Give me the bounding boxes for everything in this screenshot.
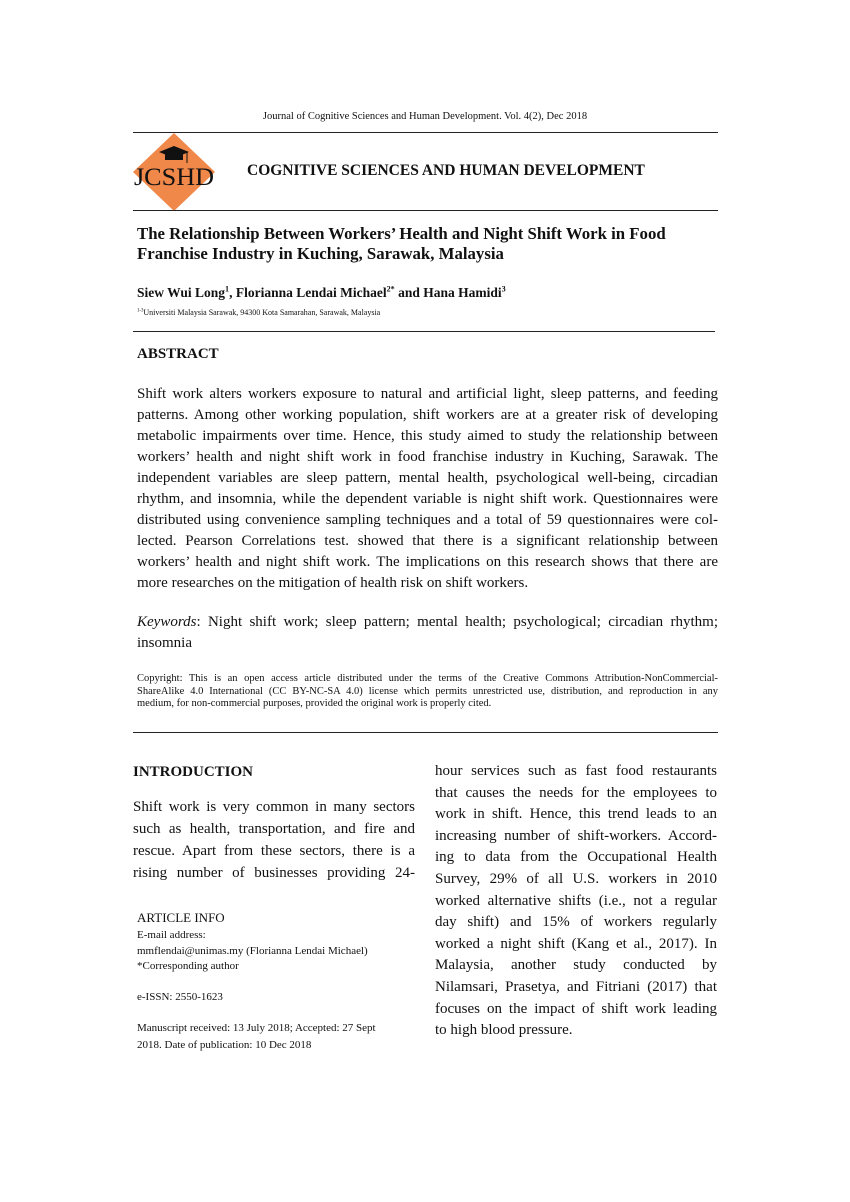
introduction-heading: INTRODUCTION <box>133 764 254 780</box>
body-line: worked alternative shifts (i.e., not a regular <box>435 892 717 909</box>
svg-text:JCSHD: JCSHD <box>134 164 214 191</box>
body-line: that causes the needs for the employees to <box>435 784 717 801</box>
keywords-label: Keywords <box>137 614 197 630</box>
body-line: focuses on the impact of shift work leading <box>435 1000 717 1017</box>
abstract-line: distributed using convenience sampling techniques and a total of 59 questionnaires were col- <box>137 512 718 528</box>
article-title <box>137 224 666 264</box>
title-line: The Relationship Between Workers’ Health and Night Shift Work in Food <box>137 224 666 243</box>
author-name: Siew Wui Long <box>137 285 226 300</box>
email-address: mmflendai@unimas.my (Florianna Lendai Michael) <box>137 944 368 957</box>
body-line: Malaysia, another study conducted by <box>435 957 717 974</box>
body-line: Shift work is very common in many sectors <box>133 799 415 815</box>
body-line: ing to data from the Occupational Health <box>435 849 717 866</box>
abstract-line: metabolic impairments over time. Hence, this study aimed to study the relationship between <box>137 428 718 444</box>
abstract-body <box>137 384 718 594</box>
logo-diamond-icon <box>133 133 215 211</box>
abstract-rule <box>133 732 718 733</box>
keywords-list: insomnia <box>137 635 192 651</box>
body-line: rescue. Apart from these sectors, there is a <box>133 843 415 859</box>
journal-logo <box>133 133 215 211</box>
author-separator: and <box>394 285 424 300</box>
author-separator: , <box>229 285 236 300</box>
author-name: Florianna Lendai Michael <box>235 285 387 300</box>
abstract-line: Shift work alters workers exposure to natural and artificial light, sleep patterns, and feeding <box>137 386 718 402</box>
body-line: Survey, 29% of all U.S. workers in 2010 <box>435 870 717 887</box>
author-affiliation-mark: 1 <box>225 284 230 294</box>
corresponding-author-note: *Corresponding author <box>137 960 239 972</box>
introduction-left-column <box>133 796 415 884</box>
copyright-line: medium, for non-commercial purposes, provided the original work is properly cited. <box>137 698 492 709</box>
introduction-right-column <box>435 761 717 1042</box>
issn: e-ISSN: 2550-1623 <box>137 991 223 1003</box>
copyright-line: Copyright: This is an open access article distributed under the terms of the Creative Commons Attribution-NonCommercial- <box>137 673 718 684</box>
affiliation-mark: 1-3 <box>137 308 144 314</box>
body-line: rising number of businesses providing 24- <box>133 865 415 881</box>
abstract-line: lected. Pearson Correlations test. showed that there is a significant relationship between <box>137 533 718 549</box>
affiliation-text: Universiti Malaysia Sarawak, 94300 Kota Samarahan, Sarawak, Malaysia <box>143 308 381 317</box>
email-label: E-mail address: <box>137 929 206 941</box>
body-line: day shift) and 15% of workers regularly <box>435 914 717 931</box>
body-line: such as health, transportation, and fire and <box>133 821 415 837</box>
abstract-line: workers’ health and night shift work in food franchise industry in Kuching, Sarawak. The <box>137 449 718 465</box>
affiliation-rule <box>133 331 715 332</box>
body-line: to high blood pressure. <box>435 1022 573 1039</box>
running-header: Journal of Cognitive Sciences and Human Development. Vol. 4(2), Dec 2018 <box>262 111 588 122</box>
keywords-list: : Night shift work; sleep pattern; mental health; psychological; circadian rhythm; <box>196 614 718 630</box>
author-name: Hana Hamidi <box>423 285 502 300</box>
abstract-line: workers’ health and night shift work. The implications on this research shows that there are <box>137 554 718 570</box>
logo-rule <box>133 210 718 211</box>
abstract-heading: ABSTRACT <box>137 346 219 362</box>
copyright-line: ShareAlike 4.0 International (CC BY-NC-SA 4.0) license which permits unrestricted use, distribution, and reproduction in any <box>137 685 718 697</box>
author-affiliation-mark: 2* <box>386 284 395 294</box>
abstract-line: patterns. Among other working population, shift workers are at a greater risk of developing <box>137 407 718 423</box>
affiliation <box>137 308 380 317</box>
body-line: work in shift. Hence, this trend leads to an <box>435 806 717 823</box>
journal-name: COGNITIVE SCIENCES AND HUMAN DEVELOPMENT <box>247 162 645 179</box>
header-rule <box>133 132 718 133</box>
article-info <box>137 910 376 1051</box>
copyright-notice <box>137 673 718 711</box>
author-list <box>137 285 506 301</box>
body-line: hour services such as fast food restaurants <box>435 763 717 779</box>
title-line: Franchise Industry in Kuching, Sarawak, Malaysia <box>137 244 504 263</box>
article-info-heading: ARTICLE INFO <box>137 910 225 925</box>
body-line: Nilamsari, Prasetya, and Fitriani (2017) that <box>435 978 717 995</box>
manuscript-dates: 2018. Date of publication: 10 Dec 2018 <box>137 1039 312 1051</box>
abstract-line: more researches on the mitigation of health risk on shift workers. <box>137 575 529 591</box>
keywords <box>137 612 718 654</box>
abstract-line: rhythm, and insomnia, while the dependent variable is night shift work. Questionnaires were <box>137 491 718 507</box>
abstract-line: independent variables are sleep pattern, mental health, psychological well-being, circadian <box>137 470 718 486</box>
body-line: increasing number of shift-workers. Accord- <box>435 827 717 844</box>
author-affiliation-mark: 3 <box>501 284 506 294</box>
manuscript-dates: Manuscript received: 13 July 2018; Accepted: 27 Sept <box>137 1022 376 1034</box>
body-line: worked a night shift (Kang et al., 2017). In <box>435 935 717 952</box>
